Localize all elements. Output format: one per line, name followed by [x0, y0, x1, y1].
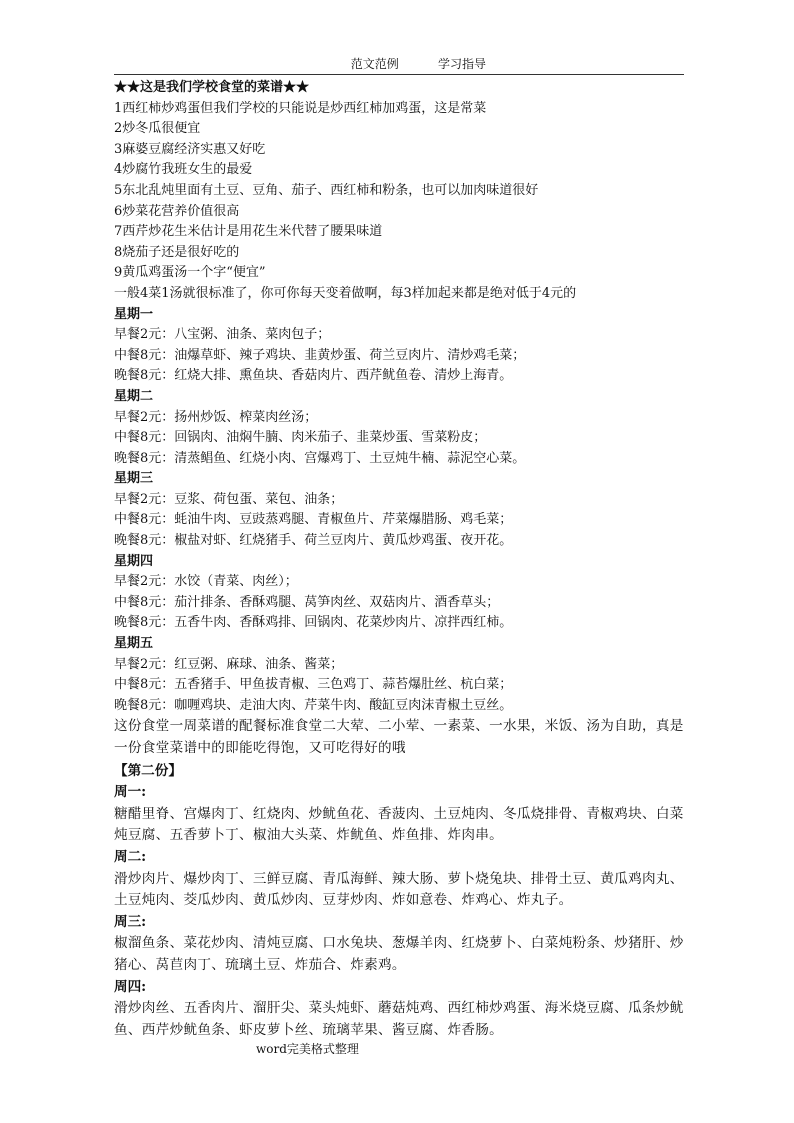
document-body	[114, 78, 686, 1041]
list-item: 7西芹炒花生米估计是用花生米代替了腰果味道	[114, 224, 383, 240]
list-item: 2炒冬瓜很便宜	[114, 121, 201, 137]
day-heading: 星期三	[114, 471, 154, 487]
meal-line: 早餐2元：扬州炒饭、榨菜肉丝汤；	[114, 409, 318, 425]
meal-line: 中餐8元：油爆草虾、辣子鸡块、韭黄炒蛋、荷兰豆肉片、清炒鸡毛菜；	[114, 347, 526, 363]
list-item: 9黄瓜鸡蛋汤一个字“便宜”	[114, 265, 266, 281]
summary-paragraph: 这份食堂一周菜谱的配餐标准食堂二大荤、二小荤、一素菜、一水果，米饭、汤为自助，真是一份食堂菜谱中的即能吃得饱，又可吃得好的哦	[114, 718, 684, 756]
meal-line: 早餐2元：八宝粥、油条、菜肉包子；	[114, 327, 331, 343]
section-heading: 【第二份】	[114, 762, 182, 779]
menu-item-list	[114, 99, 686, 284]
day-heading: 星期四	[114, 553, 154, 569]
day-heading: 星期一	[114, 306, 154, 322]
day-heading: 星期二	[114, 388, 154, 404]
list-item: 8烧茄子还是很好吃的	[114, 244, 240, 260]
list-item: 1西红柿炒鸡蛋但我们学校的只能说是炒西红柿加鸡蛋，这是常菜	[114, 100, 487, 116]
dish-paragraph: 滑炒肉丝、五香肉片、溜肝尖、菜头炖虾、蘑菇炖鸡、西红柿炒鸡蛋、海米烧豆腐、瓜条炒鱿鱼、西芹炒鱿鱼条、虾皮萝卜丝、琉璃苹果、酱豆腐、炸香肠。	[114, 1000, 684, 1038]
meal-line: 早餐2元：红豆粥、麻球、油条、酱菜；	[114, 656, 344, 672]
meal-line: 中餐8元：回锅肉、油焖牛腩、肉米茄子、韭菜炒蛋、雪菜粉皮；	[114, 430, 487, 446]
day-heading: 周四:	[114, 978, 147, 995]
meal-line: 晚餐8元：清蒸鲳鱼、红烧小肉、宫爆鸡丁、土豆炖牛楠、蒜泥空心菜。	[114, 450, 526, 466]
list-item: 4炒腐竹我班女生的最爱	[114, 162, 253, 178]
dish-paragraph: 椒溜鱼条、菜花炒肉、清炖豆腐、口水兔块、葱爆羊肉、红烧萝卜、白菜炖粉条、炒猪肝、炒猪心、莴苣肉丁、琉璃土豆、炸茄合、炸素鸡。	[114, 935, 684, 973]
day-heading: 周三:	[114, 913, 147, 930]
dish-paragraph: 滑炒肉片、爆炒肉丁、三鲜豆腐、青瓜海鲜、辣大肠、萝卜烧兔块、排骨土豆、黄瓜鸡肉丸、土豆炖肉、茭瓜炒肉、黄瓜炒肉、豆芽炒肉、炸如意卷、炸鸡心、炸丸子。	[114, 870, 684, 909]
day-heading: 周一:	[114, 784, 147, 801]
second-menu	[114, 782, 686, 1041]
meal-line: 晚餐8元：椒盐对虾、红烧猪手、荷兰豆肉片、黄瓜炒鸡蛋、夜开花。	[114, 533, 513, 549]
day-heading: 星期五	[114, 636, 154, 652]
list-item: 3麻婆豆腐经济实惠又好吃	[114, 141, 266, 157]
meal-line: 早餐2元：水饺（青菜、肉丝）；	[114, 574, 298, 590]
list-item: 6炒菜花营养价值很高	[114, 203, 240, 219]
intro-text: 一般4菜1汤就很标准了，你可你每天变着做啊，每3样加起来都是绝对低于4元的	[114, 285, 577, 301]
weekly-menu	[114, 305, 686, 717]
meal-line: 中餐8元：五香猪手、甲鱼拔青椒、三色鸡丁、蒜苔爆肚丝、杭白菜；	[114, 677, 513, 693]
page-footer: word完美格式整理	[256, 1042, 359, 1056]
page-header	[114, 56, 684, 75]
list-item: 5东北乱炖里面有土豆、豆角、茄子、西红柿和粉条，也可以加肉味道很好	[114, 182, 539, 198]
meal-line: 晚餐8元：五香牛肉、香酥鸡排、回锅肉、花菜炒肉片、凉拌西红柿。	[114, 615, 513, 631]
meal-line: 中餐8元：茄汁排条、香酥鸡腿、莴笋肉丝、双菇肉片、酒香草头；	[114, 594, 500, 610]
dish-paragraph: 糖醋里脊、宫爆肉丁、红烧肉、炒鱿鱼花、香菠肉、土豆炖肉、冬瓜烧排骨、青椒鸡块、白菜炖豆腐、五香萝卜丁、椒油大头菜、炸鱿鱼、炸鱼排、炸肉串。	[114, 805, 684, 844]
meal-line: 早餐2元：豆浆、荷包蛋、菜包、油条；	[114, 491, 344, 507]
document-title: ★★这是我们学校食堂的菜谱★★	[114, 80, 310, 95]
meal-line: 晚餐8元：咖喱鸡块、走油大肉、芹菜牛肉、酸缸豆肉沫青椒土豆丝。	[114, 697, 513, 713]
meal-line: 晚餐8元：红烧大排、熏鱼块、香菇肉片、西芹鱿鱼卷、清炒上海青。	[114, 368, 513, 384]
meal-line: 中餐8元：蚝油牛肉、豆豉蒸鸡腿、青椒鱼片、芹菜爆腊肠、鸡毛菜；	[114, 512, 513, 528]
header-text: 范文范例 学习指导	[350, 57, 486, 71]
day-heading: 周二:	[114, 848, 147, 865]
